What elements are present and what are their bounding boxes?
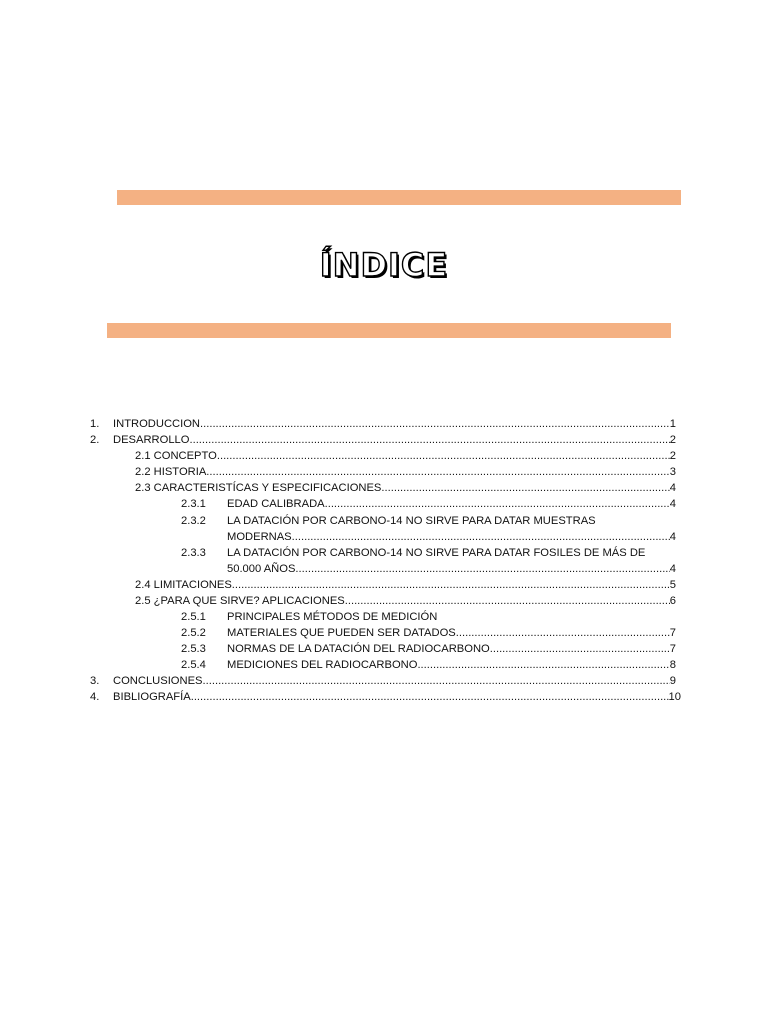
toc-entry-page: 4 xyxy=(669,498,676,510)
toc-entry[interactable] xyxy=(227,529,690,545)
toc-entry[interactable] xyxy=(181,641,690,657)
decorative-bar-top xyxy=(117,190,681,205)
toc-entry-label: PRINCIPALES MÉTODOS DE MEDICIÓN xyxy=(227,611,438,623)
toc-leader xyxy=(203,673,670,689)
toc-entry-page: 9 xyxy=(669,675,676,687)
toc-entry-number: 2.5.4 xyxy=(181,659,206,671)
toc-entry-page: 4 xyxy=(669,563,676,575)
toc-leader xyxy=(292,529,670,545)
toc-entry[interactable] xyxy=(90,416,690,432)
toc-entry-label: LA DATACIÓN POR CARBONO-14 NO SIRVE PARA DATAR FOSILES DE MÁS DE xyxy=(227,547,646,559)
toc-entry-label: NORMAS DE LA DATACIÓN DEL RADIOCARBONO xyxy=(227,643,490,655)
toc-leader xyxy=(325,496,670,512)
toc-entry-number: 2.3.3 xyxy=(181,547,206,559)
toc-entry-page: 7 xyxy=(669,627,676,639)
toc-entry[interactable] xyxy=(181,625,690,641)
toc-entry[interactable] xyxy=(181,496,690,512)
toc-entry-label: LA DATACIÓN POR CARBONO-14 NO SIRVE PARA DATAR MUESTRAS xyxy=(227,515,596,527)
toc-entry-label: EDAD CALIBRADA xyxy=(227,498,325,510)
toc-entry-label: 2.5 ¿PARA QUE SIRVE? APLICACIONES xyxy=(135,595,345,607)
toc-entry-page: 2 xyxy=(669,450,676,462)
toc-leader xyxy=(490,641,670,657)
toc-entry-number: 2.3.2 xyxy=(181,515,206,527)
toc-entry-page: 5 xyxy=(669,579,676,591)
toc-entry-label: 2.2 HISTORIA xyxy=(135,466,207,478)
toc-entry-label: MATERIALES QUE PUEDEN SER DATADOS xyxy=(227,627,456,639)
toc-entry-label: MEDICIONES DEL RADIOCARBONO xyxy=(227,659,418,671)
toc-entry[interactable] xyxy=(135,577,690,593)
toc-leader xyxy=(206,464,669,480)
toc-entry[interactable] xyxy=(181,657,690,673)
toc-entry-number: 2.5.1 xyxy=(181,611,206,623)
toc-entry-page: 2 xyxy=(669,434,676,446)
toc-entry-number: 2.5.3 xyxy=(181,643,206,655)
toc-leader xyxy=(200,416,670,432)
toc-leader xyxy=(189,432,669,448)
toc-entry-number: 2.3.1 xyxy=(181,498,206,510)
toc-entry-label: 2.3 CARACTERISTÍCAS Y ESPECIFICACIONES xyxy=(135,482,382,494)
page-title: ÍNDICE xyxy=(319,246,449,284)
toc-entry-label: INTRODUCCION xyxy=(113,418,201,430)
toc-entry-page: 6 xyxy=(669,595,676,607)
toc-entry[interactable] xyxy=(90,689,695,705)
toc-entry-label: 2.1 CONCEPTO xyxy=(135,450,217,462)
toc-entry[interactable] xyxy=(90,673,690,689)
toc-entry-page: 4 xyxy=(669,482,676,494)
toc-leader xyxy=(295,561,669,577)
toc-entry-label: CONCLUSIONES xyxy=(113,675,203,687)
toc-entry-page: 7 xyxy=(669,643,676,655)
toc-leader xyxy=(191,689,669,705)
toc-entry-label: DESARROLLO xyxy=(113,434,190,446)
toc-entry-number: 2. xyxy=(90,434,100,446)
decorative-bar-bottom xyxy=(107,323,671,338)
toc-entry-label: MODERNAS xyxy=(227,531,292,543)
toc-entry-page: 1 xyxy=(669,418,676,430)
toc-entry-number: 2.5.2 xyxy=(181,627,206,639)
toc-entry[interactable] xyxy=(135,464,690,480)
toc-leader xyxy=(381,480,669,496)
toc-entry[interactable] xyxy=(181,609,690,625)
toc-entry-label: 2.4 LIMITACIONES xyxy=(135,579,232,591)
toc-entry-page: 4 xyxy=(669,531,676,543)
toc-entry[interactable] xyxy=(135,448,690,464)
toc-leader xyxy=(417,657,669,673)
toc-entry-page: 8 xyxy=(669,659,676,671)
toc-entry[interactable] xyxy=(135,480,690,496)
toc-entry-label: 50.000 AÑOS xyxy=(227,563,296,575)
toc-entry-number: 3. xyxy=(90,675,100,687)
toc-entry[interactable] xyxy=(90,432,690,448)
toc-entry[interactable] xyxy=(181,545,701,561)
toc-entry-page: 3 xyxy=(669,466,676,478)
toc-entry-page: 10 xyxy=(668,691,681,703)
toc-entry[interactable] xyxy=(181,513,690,529)
toc-leader xyxy=(232,577,670,593)
toc-leader xyxy=(345,593,670,609)
toc-entry[interactable] xyxy=(227,561,690,577)
toc-entry-label: BIBLIOGRAFÍA xyxy=(113,691,191,703)
toc-entry-number: 4. xyxy=(90,691,100,703)
toc-leader xyxy=(456,625,670,641)
toc-entry-number: 1. xyxy=(90,418,100,430)
toc-leader xyxy=(217,448,670,464)
toc-entry[interactable] xyxy=(135,593,690,609)
